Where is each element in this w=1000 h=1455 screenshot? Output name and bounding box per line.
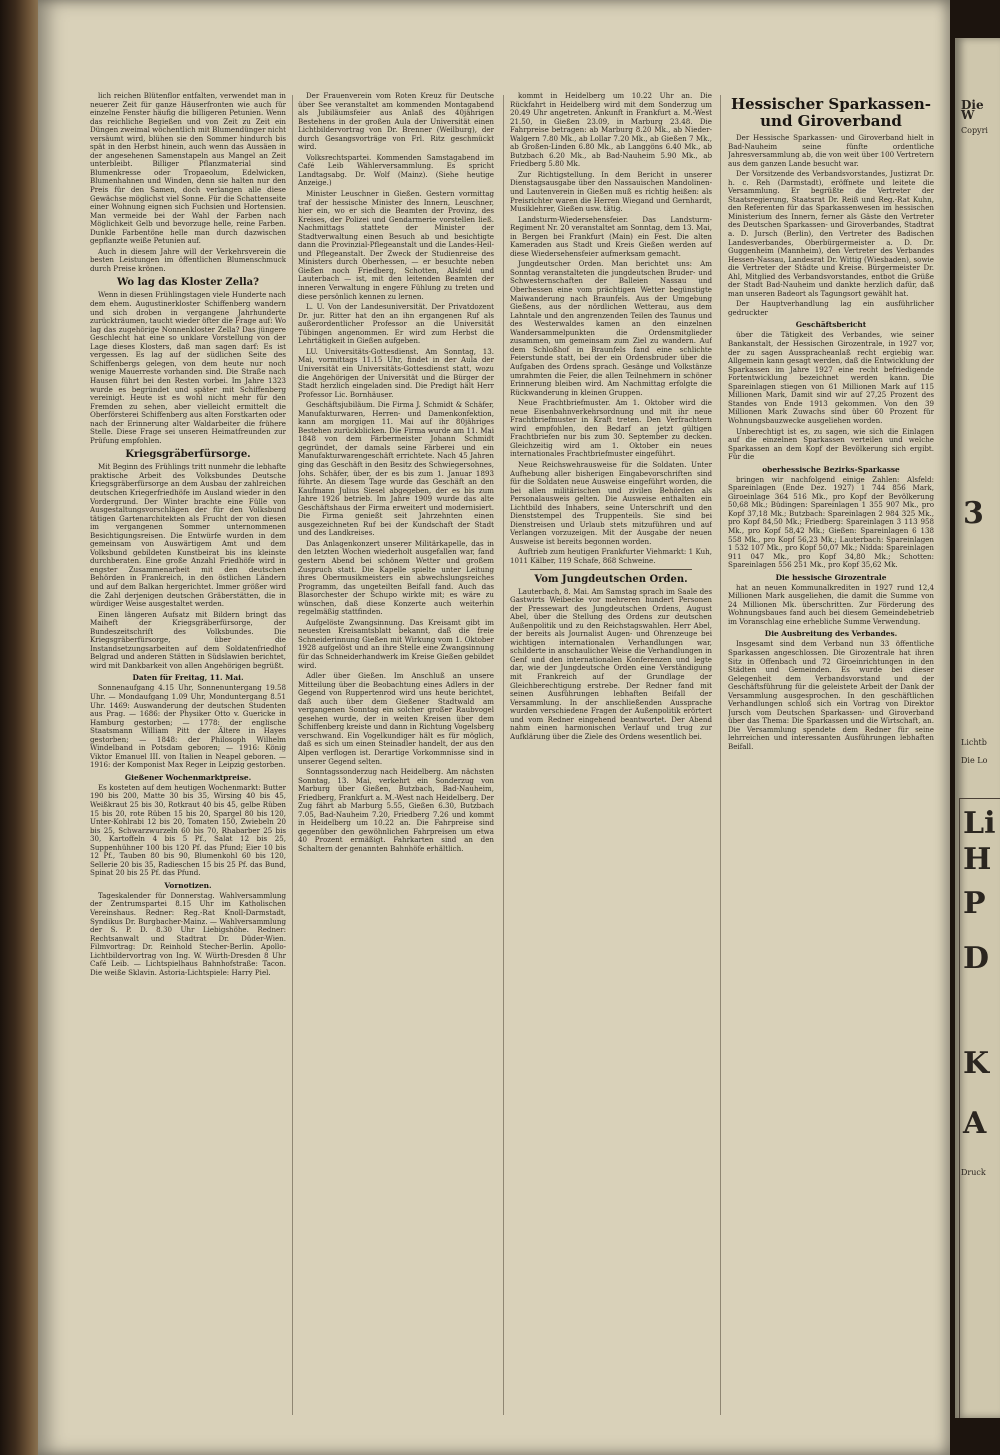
article-text: Der Hessische Sparkassen- und Giroverband hielt in Bad-Nauheim seine fünfte ordentliche Jahresversammlung ab, die von weit über 100 Vertretern aus dem ganzen Lande besucht war. xyxy=(728,133,934,168)
newspaper-page xyxy=(38,0,950,1455)
book-binding xyxy=(0,0,38,1455)
article-text: Lauterbach, 8. Mai. Am Samstag sprach im Saale des Gastwirts Weibecke vor mehreren hundert Personen der Pressewart des Jungdeutschen Ordens, August Abel, über die Stellung des Ordens zur deutschen Außenpolitik und zu den Reichstagswahlen. Herr Abel, der bereits als Journalist Augen- und Ohrenzeuge bei wichtigen internationalen Verhandlungen war, schilderte in anschaulicher Weise die Verhandlungen in Genf und den internationalen Konferenzen und legte dar, wie der Jungdeutsche Orden eine Verständigung mit Frankreich auf der Grundlage der Gleichberechtigung erstrebe. Der Redner fand mit seinen Ausführungen lebhaften Beifall der Versammlung. In der anschließenden Aussprache wurden verschiedene Fragen der Außenpolitik erörtert und vom Redner eingehend beantwortet. Der Abend nahm einen harmonischen Verlauf und trug zur Aufklärung über die Ziele des Ordens wesentlich bei. xyxy=(510,586,712,741)
article-text: L. U. Von der Landesuniversität. Der Privatdozent Dr. jur. Ritter hat den an ihn ergangenen Ruf als außerordentlicher Professor an die Universität Tübingen angenommen. Er wird zum Herbst die Lehrtätigkeit in Gießen aufgeben. xyxy=(298,302,494,346)
article-text: Auch in diesem Jahre will der Verkehrsverein die besten Leistungen im öffentlichen Blumenschmuck durch Preise krönen. xyxy=(90,246,286,273)
article-text: Volksrechtspartei. Kommenden Samstagabend im Café Leib Wählerversammlung. Es spricht Landtagsabg. Dr. Wolf (Mainz). (Siehe heutige Anzeige.) xyxy=(298,152,494,188)
article-text: Insgesamt sind dem Verband nun 33 öffentliche Sparkassen angeschlossen. Die Girozentrale hat ihren Sitz in Offenbach und 72 Giroeinrichtungen in den Städten und Gemeinden. Es wurde bei dieser Gelegenheit dem Verbandsvorstand und der Geschäftsführung für die geleistete Arbeit der Dank der Versammlung ausgesprochen. In den geschäftlichen Verhandlungen schloß sich ein Vortrag von Direktor Jursch vom Deutschen Sparkassen- und Giroverband über das Thema: Die Sparkassen und die Wirtschaft, an. Die Versammlung spendete dem Redner für seine lehrreichen und interessanten Ausführungen lebhaften Beifall. xyxy=(728,639,934,751)
headline-kriegsgraeber: Kriegsgräberfürsorge. xyxy=(125,449,251,461)
headline-wochenmarkt: Gießener Wochenmarktpreise. xyxy=(124,772,252,782)
column-divider xyxy=(292,95,293,1415)
column-divider xyxy=(503,95,504,1415)
article-text: über die Tätigkeit des Verbandes, wie seiner Bankanstalt, der Hessischen Girozentrale, in 1927 vor, der zu sagen Ausspracheanlaß recht ergiebig war. Allgemein kann gesagt werden, daß die Entwicklung der Sparkassen im Jahre 1927 eine recht befriedigende Fortentwicklung bezeichnet werden kann. Die Spareinlagen stiegen von 61 Millionen Mark auf 115 Millionen Mark, Damit sind wir auf 27,25 Prozent des Standes von Ende 1913 gekommen. Von den 39 Millionen Mark Zuwachs sind über 60 Prozent für Wohnungsbauzwecke ausgeliehen worden. xyxy=(728,330,934,425)
article-text: Minister Leuschner in Gießen. Gestern vormittag traf der hessische Minister des Innern, Leuschner, hier ein, wo er sich die Beamten der Provinz, des Kreises, der Polizei und Gendarmerie vorstellen ließ. Nachmittags stattete der Minister der Stadtverwaltung einen Besuch ab und besichtigte dann die Provinzial-Pflegeanstalt und die Landes-Heil- und Pflegeanstalt. Der Zweck der Studienreise des Ministers durch Oberhessen, — er besuchte neben Gießen noch Friedberg, Schotten, Alsfeld und Lauterbach — ist, mit den leitenden Beamten der inneren Verwaltung in engere Fühlung zu treten und diese persönlich kennen zu lernen. xyxy=(298,189,494,301)
adjacent-page-fragment: Lichtb xyxy=(961,738,987,747)
column-1 xyxy=(90,92,286,1415)
article-text: Unberechtigt ist es, zu sagen, wie sich die Einlagen auf die einzelnen Sparkassen verteilen und welche Sparkassen an dem Kopf der Bevölkerung sich ergibt. Für die xyxy=(728,426,934,462)
section-rule xyxy=(530,569,692,570)
article-text: LU. Universitäts-Gottesdienst. Am Sonntag, 13. Mai, vormittags 11.15 Uhr, findet in der Aula der Universität ein Universitäts-Gottesdienst statt, wozu die Angehörigen der Universität und die Bürger der Stadt herzlich eingeladen sind. Die Predigt hält Herr Professor Lic. Bornhäuser. xyxy=(298,346,494,399)
article-text: Sonnenaufgang 4.15 Uhr, Sonnenuntergang 19.58 Uhr. — Mondaufgang 1.09 Uhr, Monduntergang 8.51 Uhr. 1469: Auswanderung der deutschen Studenten aus Prag. — 1686: der Physiker Otto v. Guericke in Hamburg gestorben; — 1778: der englische Staatsmann William Pitt der Ältere in Hayes gestorben; — 1848: der Philosoph Wilhelm Windelband in Potsdam geboren; — 1916: König Viktor Emanuel III. von Italien in Neapel geboren. — 1916: der Komponist Max Reger in Leipzig gestorben. xyxy=(90,683,286,770)
article-text: Landsturm-Wiedersehensfeier. Das Landsturm-Regiment Nr. 20 veranstaltet am Sonntag, dem 13. Mai, in Bergen bei Frankfurt (Main) ein Fest. Die alten Kameraden aus Stadt und Kreis Gießen werden auf diese Wiedersehensfeier aufmerksam gemacht. xyxy=(510,214,712,258)
article-text: Einen längeren Aufsatz mit Bildern bringt das Maiheft der Kriegsgräberfürsorge, der Bundeszeitschrift des Volksbundes. Die Kriegsgräberfürsorge, über die Instandsetzungsarbeiten auf dem Soldatenfriedhof Belgrad und anderen Stätten in Südslawien berichtet, wird mit Dankbarkeit von allen Angehörigen begrüßt. xyxy=(90,609,286,670)
adjacent-page-ad-letter: Li xyxy=(963,806,996,841)
article-text: Geschäftsjubiläum. Die Firma J. Schmidt & Schäfer, Manufakturwaren, Herren- und Damenkonfektion, kann am morgigen 11. Mai auf ihr 80jähriges Bestehen zurückblicken. Die Firma wurde am 11. Mai 1848 von dem Färbermeister Johann Schmidt gegründet, der damals seine Färberei und ein Manufakturwarengeschäft errichtete. Nach 45 Jahren ging das Geschäft in den Besitz des Schwiegersohnes, Johs. Schäfer, über, der es bis zum 1. Januar 1893 führte. An diesem Tage wurde das Geschäft an den Kaufmann Julius Siesel abgegeben, der es bis zum Jahre 1926 betrieb. Im Jahre 1909 wurde das alte Geschäftshaus der Firma erweitert und modernisiert. Die Firma genießt seit Jahrzehnten einen ausgezeichneten Ruf bei der Kundschaft der Stadt und des Landkreises. xyxy=(298,400,494,538)
column-3 xyxy=(510,92,712,1415)
headline-sparkassen: Hessischer Sparkassen- und Giroverband xyxy=(730,96,932,130)
article-text: Auftrieb zum heutigen Frankfurter Viehmarkt: 1 Kuh, 1011 Kälber, 119 Schafe, 868 Schweine. xyxy=(510,547,712,565)
article-text: Jungdeutscher Orden. Man berichtet uns: Am Sonntag veranstalteten die jungdeutschen Bruder- und Schwesternschaften der Balleien Nassau und Oberhessen eine vom prächtigen Wetter begünstigte Maiwanderung nach Braunfels. Aus der Umgebung Gießens, aus der nördlichen Wetterau, aus dem Lahntale und den angrenzenden Teilen des Taunus und des Westerwaldes kamen an den einzelnen Wandersammelpunkten die Ordensmitglieder zusammen, um gemeinsam zum Ziel zu wandern. Auf dem Schloßhof in Braunfels fand eine schlichte Feierstunde statt, bei der ein Ordensbruder über die Aufgaben des Ordens sprach. Gesänge und Volkstänze umrahmten die Feier, die allen Teilnehmern in schöner Erinnerung bleiben wird. Am Nachmittag erfolgte die Rückwanderung in kleinen Gruppen. xyxy=(510,259,712,397)
adjacent-page-ad-letter: H xyxy=(963,842,992,877)
article-text: Das Anlagenkonzert unserer Militärkapelle, das in den letzten Wochen wiederholt ausgefallen war, fand gestern Abend bei schönem Wetter und großem Zuspruch statt. Die Kapelle spielte unter Leitung ihres Obermusikmeisters ein abwechslungsreiches Programm, das ungeteilten Beifall fand. Auch das Blasorchester der Schupo wirkte mit; es wäre zu wünschen, daß diese Konzerte auch weiterhin regelmäßig stattfinden. xyxy=(298,538,494,617)
adjacent-page-ad-letter: A xyxy=(963,1106,987,1141)
adjacent-page-ad-letter: D xyxy=(963,941,990,976)
subheadline-girozentrale: Die hessische Girozentrale xyxy=(775,572,887,582)
article-text: Der Vorsitzende des Verbandsvorstandes, Justizrat Dr. h. c. Reh (Darmstadt), eröffnete und leitete die Versammlung. Er begrüßte die Vertreter der Staatsregierung, Staatsrat Dr. Reiß und Reg.-Rat Kuhn, den Referenten für das Sparkassenwesen im hessischen Ministerium des Innern, ferner als Gäste den Vertreter des Deutschen Sparkassen- und Giroverbandes, Stadtrat a. D. Jursch (Berlin), den Vertreter des Badischen Landesverbandes, Oberbürgermeister a. D. Dr. Guggenheim (Mannheim), den Vertreter des Verbandes Hessen-Nassau, Landesrat Dr. Wittig (Wiesbaden), sowie die Vertreter der Städte und Kreise. Bürgermeister Dr. Ahl, Mitglied des Verbandsvorstandes, entbot die Grüße der Stadt Bad-Nauheim und dankte herzlich dafür, daß man unseren Badeort als Tagungsort gewählt hat. xyxy=(728,169,934,298)
adjacent-page-edge xyxy=(955,38,1000,1418)
article-text: Adler über Gießen. Im Anschluß an unsere Mitteilung über die Beobachtung eines Adlers in der Gegend von Ruppertenrod wird uns heute berichtet, daß auch über dem Gießener Stadtwald am vergangenen Sonntag ein solcher großer Raubvogel gesehen wurde, der in weiten Kreisen über dem Schiffenberg kreiste und dann in Richtung Vogelsberg verschwand. Ein Vogelkundiger hält es für möglich, daß es sich um einen Steinadler handelt, der aus den Alpen verflogen ist. Derartige Vorkommnisse sind in unserer Gegend selten. xyxy=(298,671,494,766)
article-text: Mit Beginn des Frühlings tritt nunmehr die lebhafte praktische Arbeit des Volksbundes Deutsche Kriegsgräberfürsorge an dem Ausbau der zahlreichen deutschen Kriegerfriedhöfe im Ausland wieder in den Vordergrund. Der Winter brachte eine Fülle von Ausgestaltungsvorschlägen der für den Volksbund tätigen Gartenarchitekten als Frucht der von diesen im vergangenen Sommer unternommenen Besichtigungsreisen. Die Entwürfe wurden in dem gemeinsam von Auswärtigem Amt und dem Volksbund gebildeten Kunstbeirat bis ins kleinste durchberaten. Eine große Anzahl Friedhöfe wird in engster Zusammenarbeit mit den deutschen Behörden in Frankreich, in den östlichen Ländern und auf dem Balkan hergerichtet. Immer größer wird die Zahl derjenigen deutschen Gräberstätten, die in würdiger Weise ausgestaltet werden. xyxy=(90,462,286,609)
article-text: lich reichen Blütenflor entfalten, verwendet man in neuerer Zeit für ganze Häuserfronten wie auch für einzelne Fenster häufig die billigeren Petunien. Wenn das reichliche Begießen und von Zeit zu Zeit ein Düngen zweimal wöchentlich mit Blumendünger nicht versäumt wird, blühen sie den Sommer hindurch bis spät in den Herbst hinein, auch wenn das Aussäen in der angesehenen Samenstapeln aus Mangel an Zeit unterbleibt. Billiger Pflanzmaterial sind Blumenkresse oder Tropaeolum, Edelwicken, Blumenhahnen und Winden, denn sie halten nur den Preis für den Samen, doch verlangen alle diese Gewächse möglichst viel Sonne. Für die Schattenseite einer Wohnung eignen sich Fuchsien und Hortensien. Man vermeide bei der Wahl der Farben nach Möglichkeit Gelb und bevorzuge helle, reine Farben. Dunkle Farbentöne helle man durch dazwischen gepflanzte weiße Petunien auf. xyxy=(90,92,286,246)
article-text: Aufgelöste Zwangsinnung. Das Kreisamt gibt im neuesten Kreisamtsblatt bekannt, daß die freie Schneiderinnung Gießen mit Wirkung vom 1. Oktober 1928 aufgelöst und an ihre Stelle eine Zwangsinnung für das Schneiderhandwerk im Kreise Gießen gebildet wird. xyxy=(298,617,494,670)
article-text: Der Frauenverein vom Roten Kreuz für Deutsche über See veranstaltet am kommenden Montagabend als Jubiläumsfeier aus Anlaß des 40jährigen Bestehens in der großen Aula der Universität einen Lichtbildervortrag von Dr. Brenner (Weilburg), der durch Gesangsvorträge von Frl. Ritz geschmückt wird. xyxy=(298,92,494,152)
subheadline-geschaeftsbericht: Geschäftsbericht xyxy=(795,320,867,330)
article-text: hat an neuen Kommunalkrediten in 1927 rund 12,4 Millionen Mark ausgeliehen, die damit die Summe von 24 Millionen Mk. überschritten. Zur Förderung des Wohnungsbaues fand auch bei diesem Gemeindebetrieb im Voranschlag eine erhebliche Summe Verwendung. xyxy=(728,582,934,626)
column-4 xyxy=(728,96,934,1415)
adjacent-page-fragment: Druck xyxy=(961,1168,986,1177)
adjacent-page-fragment: Copyri xyxy=(961,126,988,135)
column-divider xyxy=(720,95,721,1415)
subheadline-bezirks-sparkasse: oberhessische Bezirks-Sparkasse xyxy=(762,464,900,474)
article-text: Tageskalender für Donnerstag. Wahlversammlung der Zentrumspartei 8.15 Uhr im Katholischen Vereinshaus. Redner: Reg.-Rat Knoll-Darmstadt, Syndikus Dr. Burgbacher-Mainz. — Wahlversammlung der S. P. D. 8.30 Uhr Liebigshöhe. Redner: Rechtsanwalt und Stadtrat Dr. Düder-Wien. Filmvortrag: Dr. Reinhold Stecher-Berlin. Apollo-Lichtbildervortrag von Ing. W. Würth-Dresden 8 Uhr Café Leib. — Lichtspielhaus Bahnhofstraße: Tacon. Die weiße Sklavin. Astoria-Lichtspiele: Harry Piel. xyxy=(90,890,286,977)
article-text: Neue Reichswehrausweise für die Soldaten. Unter Aufhebung aller bisherigen Eingabevorschriften sind für die Soldaten neue Ausweise eingeführt worden, die bei allen militärischen und zivilen Behörden als Personalausweis gelten. Die Ausweise enthalten ein Lichtbild des Inhabers, seine Unterschrift und den Dienststempel des Truppenteils. Sie sind bei Dienstreisen und Urlaub stets mitzuführen und auf Verlangen vorzuzeigen. Mit der Ausgabe der neuen Ausweise ist bereits begonnen worden. xyxy=(510,459,712,546)
headline-vornotizen: Vornotizen. xyxy=(164,880,212,890)
adjacent-page-ad-letter: P xyxy=(963,886,986,921)
headline-jungdeutscher-orden: Vom Jungdeutschen Orden. xyxy=(534,573,688,585)
adjacent-page-title: Die W xyxy=(961,98,984,122)
article-text: Es kosteten auf dem heutigen Wochenmarkt: Butter 190 bis 200, Matte 30 bis 35, Wirsing 40 bis 45, Weißkraut 25 bis 30, Rotkraut 40 bis 45, gelbe Rüben 15 bis 20, rote Rüben 15 bis 20, Spargel 80 bis 120, Unter-Kohlrabi 12 bis 20, Tomaten 150, Zwiebeln 20 bis 25, Schwarzwurzeln 60 bis 70, Rhabarber 25 bis 30, Kartoffeln 4 bis 5 Pf., Salat 12 bis 25, Suppenhühner 100 bis 120 Pf. das Pfund; Eier 10 bis 12 Pf., Tauben 80 bis 90, Blumenkohl 60 bis 120, Sellerie 20 bis 35, Radieschen 15 bis 25 Pf. das Bund, Spinat 20 bis 25 Pf. das Pfund. xyxy=(90,782,286,878)
headline-kloster-zella: Wo lag das Kloster Zella? xyxy=(116,277,260,289)
article-text: Sonntagssonderzug nach Heidelberg. Am nächsten Sonntag, 13. Mai, verkehrt ein Sonderzug von Marburg über Gießen, Butzbach, Bad-Nauheim, Friedberg, Frankfurt a. M.-West nach Heidelberg. Der Zug fährt ab Marburg 5.55, Gießen 6.30, Butzbach 7.05, Bad-Nauheim 7.20, Friedberg 7.26 und kommt in Heidelberg um 10.22 an. Die Fahrpreise sind gegenüber den gewöhnlichen Fahrpreisen um etwa 40 Prozent ermäßigt. Fahrkarten sind an den Schaltern der genannten Bahnhöfe erhältlich. xyxy=(298,767,494,854)
adjacent-page-ad-letter: K xyxy=(963,1046,990,1081)
headline-daten: Daten für Freitag, 11. Mai. xyxy=(132,673,244,683)
article-text: Der Hauptverhandlung lag ein ausführlicher gedruckter xyxy=(728,299,934,317)
article-text: kommt in Heidelberg um 10.22 Uhr an. Die Rückfahrt in Heidelberg wird mit dem Sonderzug um 20.49 Uhr angetreten. Ankunft in Frankfurt a. M.-West 21.50, in Gießen 23.09, in Marburg 23.48. Die Fahrpreise betragen: ab Marburg 8.20 Mk., ab Nieder-Walgern 7.80 Mk., ab Lollar 7.20 Mk., ab Gießen 7 Mk., ab Großen-Linden 6.80 Mk., ab Langgöns 6.40 Mk., ab Butzbach 6.20 Mk., ab Bad-Nauheim 5.90 Mk., ab Friedberg 5.80 Mk. xyxy=(510,92,712,169)
article-text: Wenn in diesen Frühlingstagen viele Hunderte nach dem ehem. Augustinerkloster Schiffenberg wandern und sich droben in vergangene Jahrhunderte zurückträumen, taucht wieder öfter die Frage auf: Wo lag das zugehörige Nonnenkloster Zella? Das jüngere Geschlecht hat eine so unklare Vorstellung von der Lage dieses Klosters, daß man sagen darf: Es ist vergessen. Es lag auf der südlichen Seite des Schiffenbergs gelegen, von dem heute nur noch wenige Mauerreste vorhanden sind. Die Straße nach Hausen führt bei den Resten vorbei. Im Jahre 1323 wurde es begründet und später mit Schiffenberg vereinigt. Heute ist es wohl nicht mehr für den Fremden zu sehen, aber vielleicht ermittelt die Oberförsterei Schiffenberg aus alten Forstkarten oder nach der Erinnerung alter Waldarbeiter die frühere Stelle. Diese Frage sei unseren Heimatfreunden zur Prüfung empfohlen. xyxy=(90,290,286,445)
article-text: Zur Richtigstellung. In dem Bericht in unserer Dienstagsausgabe über den Nassauischen Mandolinen- und Lautenverein in Gießen muß es richtig heißen: als Preisrichter waren die Herren Wiegand und Gernhardt, Musiklehrer, Gießen usw. tätig. xyxy=(510,169,712,214)
article-text: bringen wir nachfolgend einige Zahlen: Alsfeld: Spareinlagen (Ende Dez. 1927) 1 744 856 Mark, Giroeinlage 364 516 Mk., pro Kopf der Bevölkerung 50,68 Mk.; Büdingen: Spareinlagen 1 355 907 Mk., pro Kopf 37,18 Mk.; Butzbach: Spareinlagen 2 984 325 Mk., pro Kopf 84,50 Mk.; Friedberg: Spareinlagen 3 113 958 Mk., pro Kopf 58,42 Mk.; Gießen: Spareinlagen 6 138 558 Mk., pro Kopf 56,23 Mk.; Lauterbach: Spareinlagen 1 532 107 Mk., pro Kopf 50,07 Mk.; Nidda: Spareinlagen 911 047 Mk., pro Kopf 34,80 Mk.; Schotten: Spareinlagen 556 251 Mk., pro Kopf 35,62 Mk. xyxy=(728,474,934,570)
article-text: Neue Frachtbriefmuster. Am 1. Oktober wird die neue Eisenbahnverkehrsordnung und mit ihr neue Frachtbriefmuster in Kraft treten. Den Verfrachtern wird empfohlen, den Bedarf an jetzt gültigen Frachtbriefen nur bis zum 30. September zu decken. Gleichzeitig wird am 1. Oktober ein neues internationales Frachtbriefmuster eingeführt. xyxy=(510,398,712,459)
column-2 xyxy=(298,92,494,1415)
adjacent-page-ad-letter: 3 xyxy=(963,496,984,531)
subheadline-ausbreitung: Die Ausbreitung des Verbandes. xyxy=(764,629,898,639)
adjacent-page-fragment: Die Lo xyxy=(961,756,988,765)
